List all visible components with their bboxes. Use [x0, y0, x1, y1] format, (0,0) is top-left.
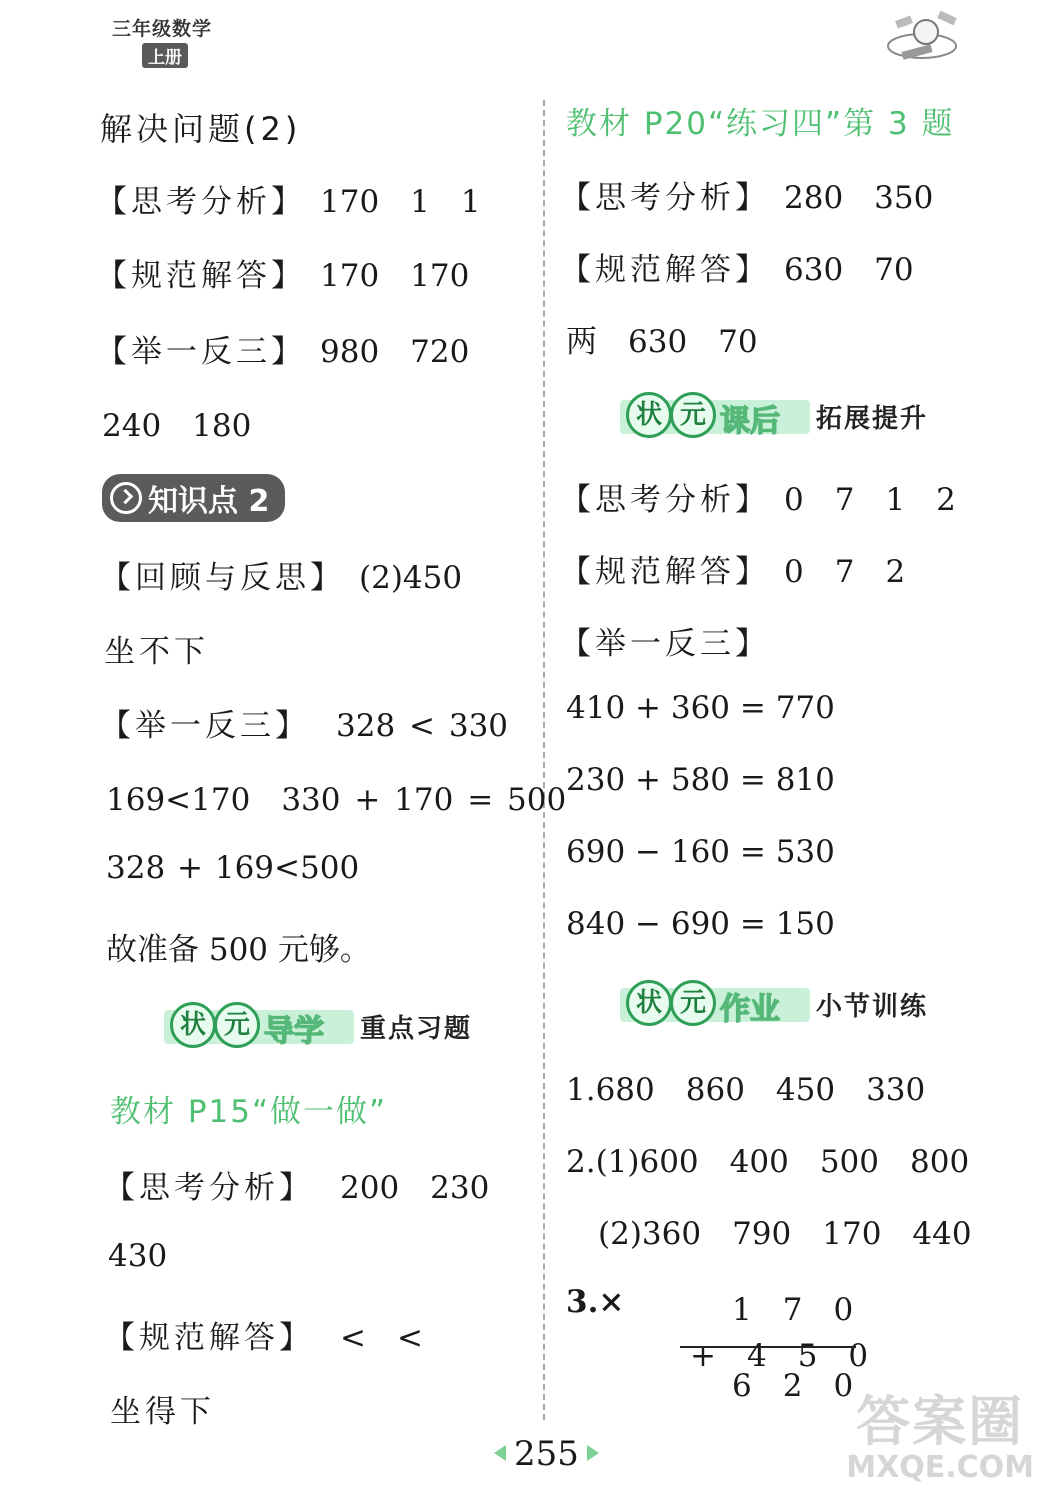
- textbook-reference-1: 教材 P15“做一做”: [110, 1094, 388, 1130]
- chevron-circle-icon: [110, 482, 142, 514]
- sum-rule: [680, 1346, 856, 1348]
- watermark-bottom: MXQE.COM: [846, 1450, 1034, 1485]
- extend-row-2: [100, 700, 508, 745]
- row-value: < <: [340, 1320, 423, 1356]
- lesson-title: 解决问题(2): [100, 110, 302, 148]
- section-label: 作业: [720, 992, 780, 1027]
- row-label: 【举一反三】: [96, 334, 306, 370]
- section-title: 重点习题: [360, 1014, 473, 1044]
- addend-2: + 4 5 0: [690, 1338, 869, 1374]
- row-label: 【思考分析】: [560, 482, 770, 518]
- extend-row-2-line-3: 故准备 500 元够。: [106, 932, 371, 968]
- extend-row-2-line-2: 328 + 169<500: [106, 850, 360, 886]
- standard-answer-row-1: [96, 250, 469, 295]
- astronaut-decoration-icon: [882, 8, 962, 66]
- standard-answer-row-2: [104, 1312, 423, 1357]
- badge-char-1: 状: [626, 980, 672, 1026]
- extend-row-2-line-1: 169<170 330 + 170 = 500: [106, 782, 567, 818]
- question-3-label: 3.×: [566, 1284, 625, 1320]
- row-label: 【思考分析】: [560, 180, 770, 216]
- row-label: 【思考分析】: [96, 184, 306, 220]
- review-row: [100, 552, 462, 597]
- watermark: [846, 1389, 1034, 1485]
- section-label: 课后: [720, 404, 780, 439]
- think-analysis-row-4: [560, 474, 956, 519]
- equation-3: 690 − 160 = 530: [566, 834, 835, 870]
- watermark-top: 答案圈: [856, 1389, 1025, 1453]
- column-divider: [543, 100, 545, 1420]
- review-row-cont: 坐不下: [104, 634, 209, 670]
- row-label: 【回顾与反思】: [100, 560, 345, 596]
- page-number: 255: [494, 1434, 599, 1474]
- badge-char-1: 状: [170, 1002, 216, 1048]
- row-label: 【思考分析】: [104, 1170, 314, 1206]
- row-value: (2)450: [359, 560, 463, 596]
- addend-1: 1 7 0: [732, 1292, 854, 1328]
- section-label: 导学: [264, 1014, 324, 1049]
- sum: 6 2 0: [732, 1368, 854, 1404]
- equation-2: 230 + 580 = 810: [566, 762, 835, 798]
- row-value: 280 350: [784, 180, 934, 216]
- grade-label: 三年级数学: [112, 18, 213, 40]
- equation-1: 410 + 360 = 770: [566, 690, 835, 726]
- standard-answer-row-2-cont: 坐得下: [110, 1394, 215, 1430]
- row-label: 【规范解答】: [96, 258, 306, 294]
- standard-answer-row-4: [560, 546, 905, 591]
- row-value: 630 70: [784, 252, 914, 288]
- row-value: 200 230: [340, 1170, 490, 1206]
- standard-answer-row-3-cont: 两 630 70: [566, 324, 758, 360]
- question-2-part-1: 2.(1)600 400 500 800: [566, 1144, 970, 1180]
- badge-char-2: 元: [214, 1002, 260, 1048]
- badge-char-1: 状: [626, 392, 672, 438]
- section-title: 小节训练: [816, 992, 929, 1022]
- row-value: 170 170: [320, 258, 470, 294]
- triangle-left-icon: [494, 1445, 506, 1461]
- question-1: 1.680 860 450 330: [566, 1072, 926, 1108]
- row-label: 【规范解答】: [104, 1320, 314, 1356]
- standard-answer-row-3: [560, 244, 914, 289]
- badge-label: 知识点 2: [148, 484, 270, 519]
- extend-row-3: [560, 618, 770, 663]
- question-2-part-2: (2)360 790 170 440: [598, 1216, 972, 1252]
- extend-row-1-cont: 240 180: [102, 408, 252, 444]
- knowledge-point-badge: [102, 474, 285, 522]
- row-value: 0 7 2: [784, 554, 906, 590]
- page-header: [112, 14, 212, 68]
- row-value: 170 1 1: [320, 184, 481, 220]
- section-title: 拓展提升: [816, 404, 929, 434]
- extend-row-1: [96, 326, 469, 371]
- row-label: 【举一反三】: [100, 708, 310, 744]
- row-value: 328 < 330: [336, 708, 509, 744]
- think-analysis-row-2-cont: 430: [108, 1238, 168, 1274]
- badge-char-2: 元: [670, 392, 716, 438]
- row-label: 【规范解答】: [560, 252, 770, 288]
- think-analysis-row-3: [560, 172, 933, 217]
- textbook-reference-2: 教材 P20“练习四”第 3 题: [566, 106, 955, 142]
- row-value: 980 720: [320, 334, 470, 370]
- think-analysis-row-1: [96, 176, 481, 221]
- equation-4: 840 − 690 = 150: [566, 906, 835, 942]
- row-label: 【规范解答】: [560, 554, 770, 590]
- row-label: 【举一反三】: [560, 626, 770, 662]
- volume-badge: 上册: [142, 43, 188, 68]
- triangle-right-icon: [587, 1445, 599, 1461]
- row-value: 0 7 1 2: [784, 482, 956, 518]
- think-analysis-row-2: [104, 1162, 489, 1207]
- badge-char-2: 元: [670, 980, 716, 1026]
